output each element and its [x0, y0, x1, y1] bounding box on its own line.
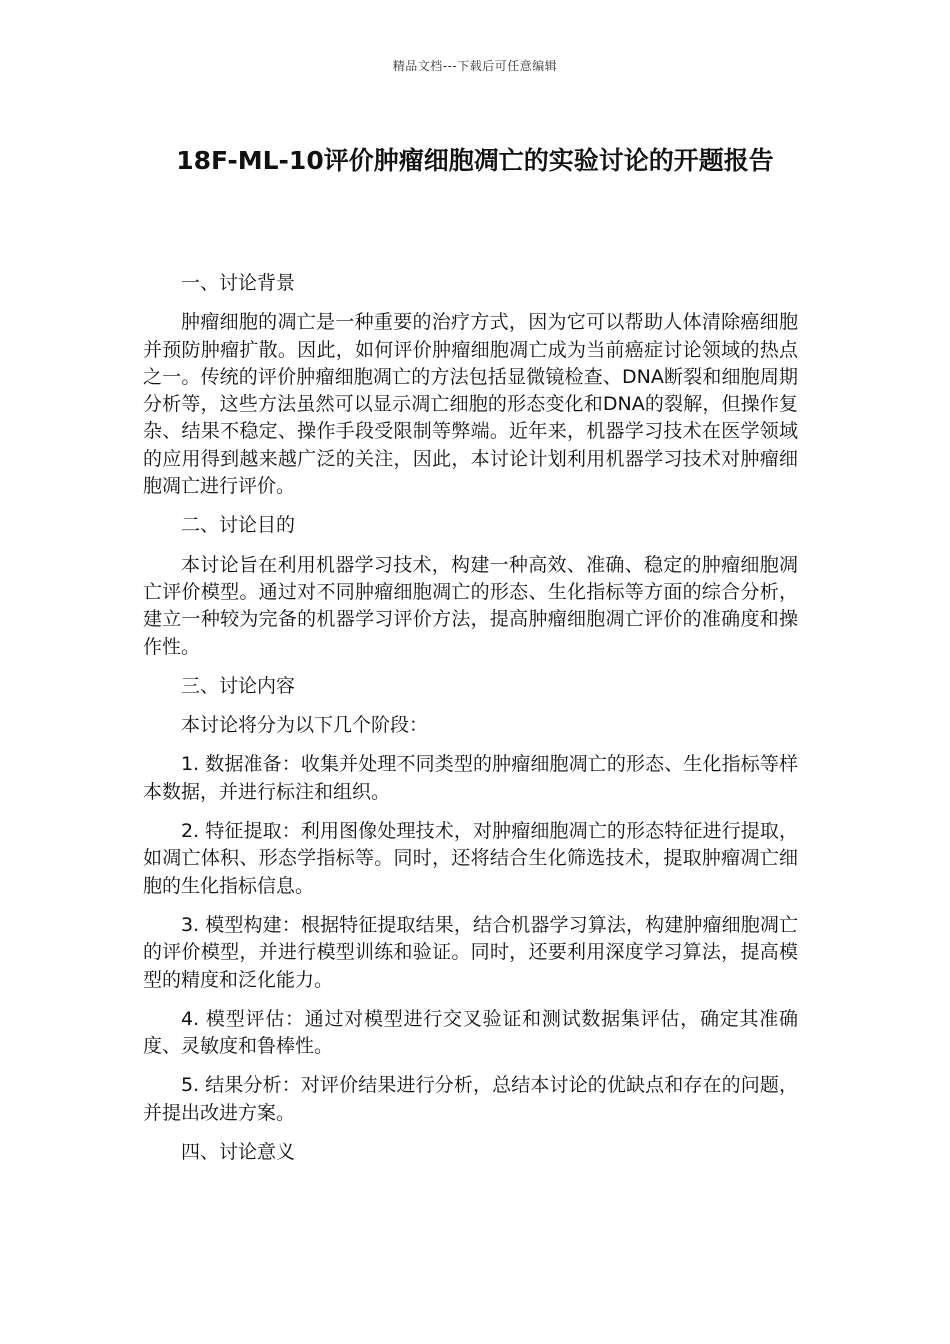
section-heading-background: 一、讨论背景: [181, 272, 296, 294]
background-paragraph: 肿瘤细胞的凋亡是一种重要的治疗方式，因为它可以帮助人体清除癌细胞并预防肿瘤扩散。因此，如何评价肿瘤细胞凋亡成为当前癌症讨论领域的热点之一。传统的评价肿瘤细胞凋亡的方法包括显微镜检查、DNA断裂和细胞周期分析等，这些方法虽然可以显示凋亡细胞的形态变化和DNA的裂解，但操作复杂、结果不稳定、操作手段受限制等弊端。近年来，机器学习技术在医学领域的应用得到越来越广泛的关注，因此，本讨论计划利用机器学习技术对肿瘤细胞凋亡进行评价。: [143, 311, 798, 498]
content-item-2: 2. 特征提取：利用图像处理技术，对肿瘤细胞凋亡的形态特征进行提取，如凋亡体积、形态学指标等。同时，还将结合生化筛选技术，提取肿瘤凋亡细胞的生化指标信息。: [143, 820, 798, 897]
content-item-4: 4. 模型评估：通过对模型进行交叉验证和测试数据集评估，确定其准确度、灵敏度和鲁棒性。: [143, 1007, 798, 1058]
content-intro: 本讨论将分为以下几个阶段：: [181, 714, 429, 737]
content-item-5: 5. 结果分析：对评价结果进行分析，总结本讨论的优缺点和存在的问题，并提出改进方案。: [143, 1074, 798, 1124]
document-title: 18F-ML-10评价肿瘤细胞凋亡的实验讨论的开题报告: [176, 146, 774, 175]
content-item-1: 1. 数据准备：收集并处理不同类型的肿瘤细胞凋亡的形态、生化指标等样本数据，并进行标注和组织。: [143, 753, 798, 803]
section-heading-significance: 四、讨论意义: [181, 1141, 296, 1164]
purpose-paragraph: 本讨论旨在利用机器学习技术，构建一种高效、准确、稳定的肿瘤细胞凋亡评价模型。通过对不同肿瘤细胞凋亡的形态、生化指标等方面的综合分析，建立一种较为完备的机器学习评价方法，提高肿瘤细胞凋亡评价的准确度和操作性。: [143, 553, 798, 658]
section-heading-content: 三、讨论内容: [181, 674, 296, 697]
content-item-3: 3. 模型构建：根据特征提取结果，结合机器学习算法，构建肿瘤细胞凋亡的评价模型，并进行模型训练和验证。同时，还要利用深度学习算法，提高模型的精度和泛化能力。: [143, 913, 798, 991]
page-header: 精品文档---下载后可任意编辑: [392, 59, 558, 73]
document-body: [143, 270, 798, 1178]
section-heading-purpose: 二、讨论目的: [181, 514, 296, 537]
